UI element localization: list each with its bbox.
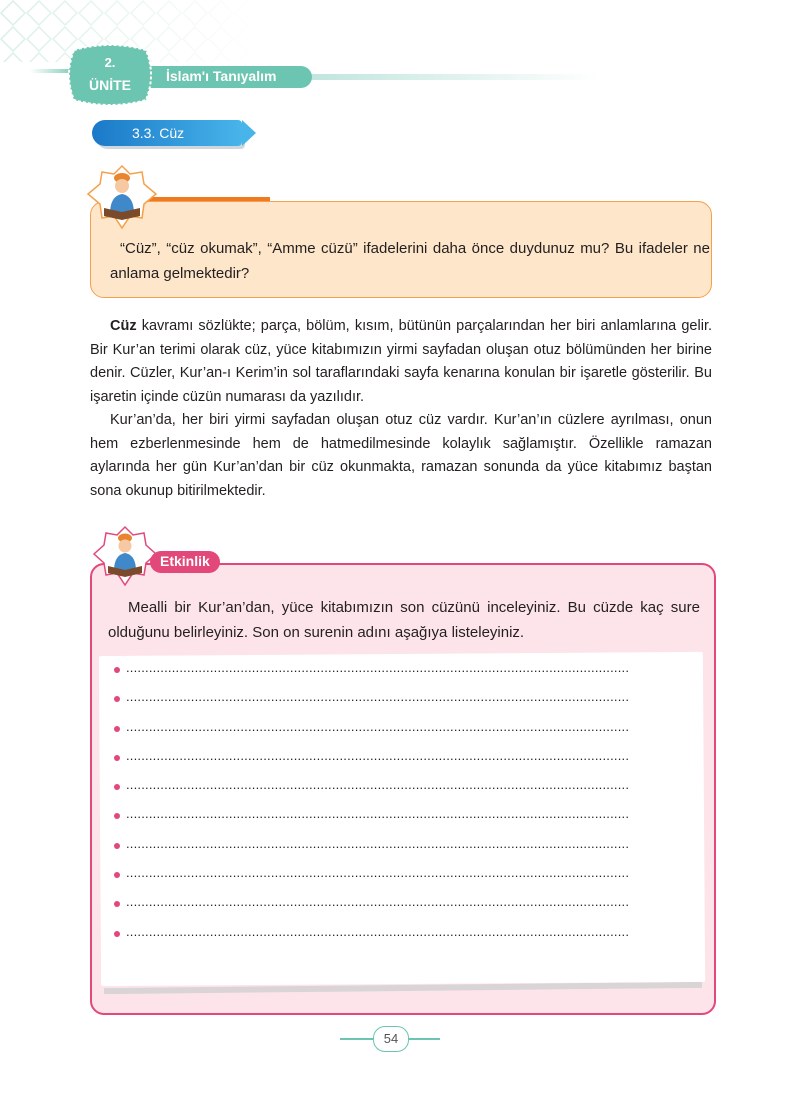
unit-badge bbox=[64, 44, 156, 106]
header-line bbox=[300, 74, 600, 80]
page-number-ornament bbox=[340, 1026, 440, 1052]
body-paragraph-1 bbox=[90, 315, 712, 409]
answer-list bbox=[114, 660, 696, 953]
section-title: 3.3. Cüz bbox=[132, 125, 185, 141]
bullet-dot-icon bbox=[114, 813, 120, 819]
answer-line[interactable]: .................................................................................................................................... bbox=[114, 748, 696, 777]
body-paragraph-1-rest: kavramı sözlükte; parça, bölüm, kısım, bütünün parçalarından her biri anlamlarına gelir. Bir Kur’an terimi olarak cüz, yüce kitabımızın yirmi sayfadan oluşan otuz bölümünden her birine denir. Cüzler, Kur’an-ı Kerim’in sol taraflarındaki sayfa kenarına konulan bir işaretle gösterilir. Bu işaretin içinde cüzün numarası da yazılıdır. bbox=[90, 318, 712, 405]
answer-line[interactable]: .................................................................................................................................... bbox=[114, 924, 696, 953]
answer-line[interactable]: .................................................................................................................................... bbox=[114, 865, 696, 894]
bullet-dot-icon bbox=[114, 843, 120, 849]
answer-line[interactable]: .................................................................................................................................... bbox=[114, 836, 696, 865]
question-text: “Cüz”, “cüz okumak”, “Amme cüzü” ifadelerini daha önce duydunuz mu? Bu ifadeler ne anlama gelmektedir? bbox=[110, 240, 710, 282]
page-line-left bbox=[340, 1038, 374, 1040]
activity-text: Mealli bir Kur’an’dan, yüce kitabımızın son cüzünü inceleyiniz. Bu cüzde kaç sure olduğunu belirleyiniz. Son on surenin adını aşağıya listeleyiniz. bbox=[108, 599, 700, 641]
question-accent-bar bbox=[140, 197, 270, 201]
bullet-dot-icon bbox=[114, 872, 120, 878]
bullet-dot-icon bbox=[114, 901, 120, 907]
answer-line[interactable]: .................................................................................................................................... bbox=[114, 660, 696, 689]
bullet-dot-icon bbox=[114, 696, 120, 702]
bullet-dot-icon bbox=[114, 755, 120, 761]
bullet-dot-icon bbox=[114, 784, 120, 790]
chapter-title: İslam'ı Tanıyalım bbox=[166, 68, 277, 84]
bullet-dot-icon bbox=[114, 726, 120, 732]
body-text bbox=[90, 315, 712, 503]
answer-line[interactable]: .................................................................................................................................... bbox=[114, 689, 696, 718]
answer-line[interactable]: .................................................................................................................................... bbox=[114, 777, 696, 806]
page-number: 54 bbox=[373, 1026, 409, 1052]
bullet-dot-icon bbox=[114, 667, 120, 673]
answer-line[interactable]: .................................................................................................................................... bbox=[114, 806, 696, 835]
reading-child-icon bbox=[86, 164, 158, 230]
unit-word: ÜNİTE bbox=[89, 77, 131, 93]
page-line-right bbox=[406, 1038, 440, 1040]
body-paragraph-2: Kur’an’da, her biri yirmi sayfadan oluşan otuz cüz vardır. Kur’an’ın cüzlere ayrılması, onun hem ezberlenmesinde hem de hatmedilmesinde kolaylık sağlamıştır. Özellikle ramazan aylarında her gün Kur’an’dan bir cüz okunmakta, ramazan sonunda da yüce kitabımız baştan sona okunup bitirilmektedir. bbox=[90, 412, 712, 499]
unit-number: 2. bbox=[104, 55, 116, 70]
term-bold: Cüz bbox=[110, 318, 137, 334]
bullet-dot-icon bbox=[114, 931, 120, 937]
answer-line[interactable]: .................................................................................................................................... bbox=[114, 719, 696, 748]
reading-child-icon bbox=[92, 525, 158, 587]
answer-line[interactable]: .................................................................................................................................... bbox=[114, 894, 696, 923]
activity-label: Etkinlik bbox=[160, 553, 210, 569]
